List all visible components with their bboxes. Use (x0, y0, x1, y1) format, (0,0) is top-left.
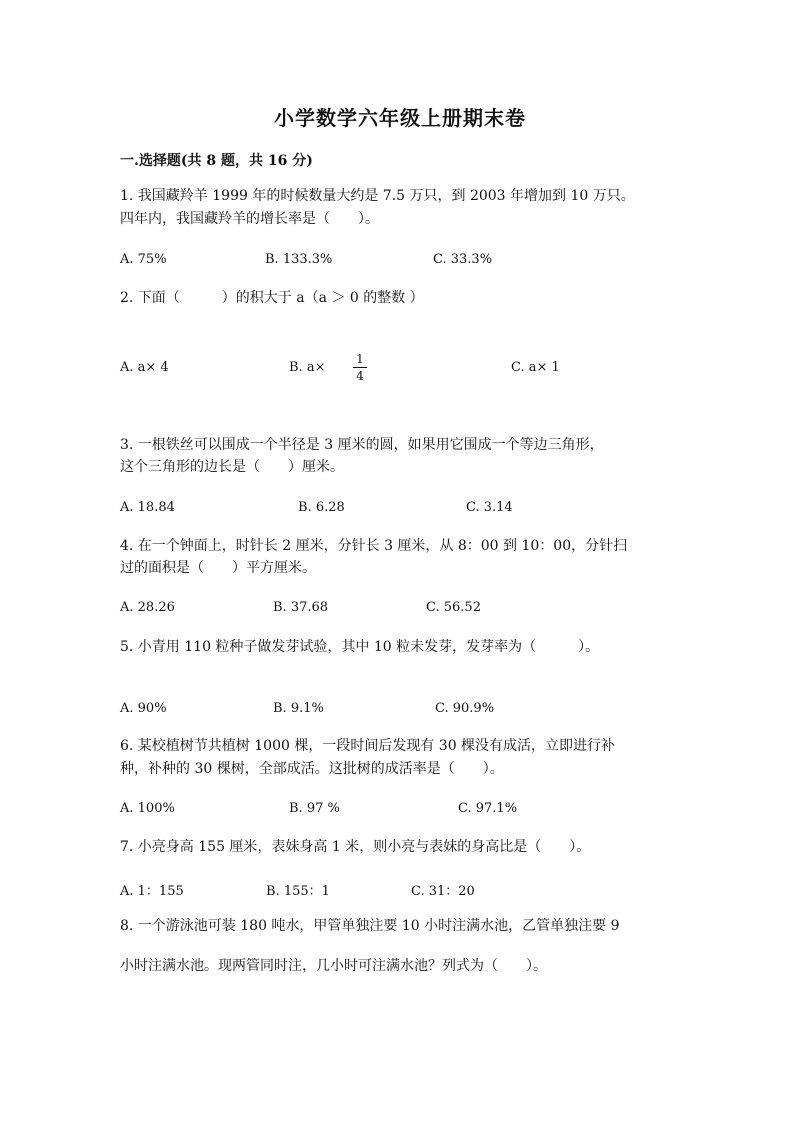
question-7-line-1: 7. 小亮身高 155 厘米，表妹身高 1 米，则小亮与表妹的身高比是（ ）。 (120, 839, 591, 855)
question-2-option-a: A. a× 4 (120, 360, 169, 375)
question-2-option-b: B. a× (289, 360, 326, 375)
page-title: 小学数学六年级上册期末卷 (274, 106, 526, 130)
fraction-numerator: 1 (356, 352, 364, 366)
question-1-line-2: 四年内，我国藏羚羊的增长率是（ ）。 (120, 211, 379, 227)
fraction-denominator: 4 (356, 369, 364, 383)
question-2-fraction (353, 352, 367, 383)
question-3-option-c: C. 3.14 (466, 500, 513, 515)
question-4-line-1: 4. 在一个钟面上，时针长 2 厘米，分针长 3 厘米，从 8：00 到 10：00，分针扫 (120, 538, 628, 554)
question-1-line-1: 1. 我国藏羚羊 1999 年的时候数量大约是 7.5 万只，到 2003 年增加到 10 万只。 (120, 188, 635, 204)
question-4-line-2: 过的面积是（ ）平方厘米。 (120, 560, 316, 576)
question-7-option-b: B. 155：1 (266, 884, 330, 899)
question-3-option-b: B. 6.28 (298, 500, 345, 515)
question-2-option-c: C. a× 1 (511, 360, 560, 375)
question-5-option-b: B. 9.1% (273, 701, 324, 716)
question-7-option-a: A. 1：155 (120, 884, 184, 899)
question-1-option-c: C. 33.3% (433, 252, 493, 267)
question-6-option-c: C. 97.1% (458, 801, 518, 816)
question-6-line-1: 6. 某校植树节共植树 1000 棵，一段时间后发现有 30 棵没有成活，立即进行补 (120, 738, 616, 754)
question-1-option-a: A. 75% (120, 252, 167, 267)
question-4-option-c: C. 56.52 (426, 600, 481, 615)
question-3-option-a: A. 18.84 (120, 500, 175, 515)
question-6-option-b: B. 97 % (289, 801, 340, 816)
question-3-line-1: 3. 一根铁丝可以围成一个半径是 3 厘米的圆，如果用它围成一个等边三角形， (120, 437, 604, 453)
question-8-line-2: 小时注满水池。现两管同时注，几小时可注满水池？列式为（ ）。 (120, 958, 547, 974)
question-5-option-a: A. 90% (120, 701, 167, 716)
question-5-option-c: C. 90.9% (435, 701, 495, 716)
section-heading: 一.选择题(共 8 题，共 16 分) (120, 153, 313, 169)
fraction-bar (353, 367, 367, 368)
question-1-option-b: B. 133.3% (265, 252, 333, 267)
question-4-option-a: A. 28.26 (120, 600, 175, 615)
question-6-option-a: A. 100% (120, 801, 175, 816)
question-6-line-2: 种，补种的 30 棵树，全部成活。这批树的成活率是（ ）。 (120, 761, 504, 777)
question-8-line-1: 8. 一个游泳池可装 180 吨水，甲管单独注要 10 小时注满水池，乙管单独注要 9 (120, 918, 620, 934)
question-5-line-1: 5. 小青用 110 粒种子做发芽试验，其中 10 粒未发芽，发芽率为（ ）。 (120, 639, 600, 655)
question-4-option-b: B. 37.68 (273, 600, 329, 615)
question-7-option-c: C. 31：20 (411, 884, 475, 899)
question-2-line-1: 2. 下面（ ）的积大于 a（a ＞ 0 的整数 ） (120, 290, 424, 306)
question-3-line-2: 这个三角形的边长是（ ）厘米。 (120, 459, 344, 475)
